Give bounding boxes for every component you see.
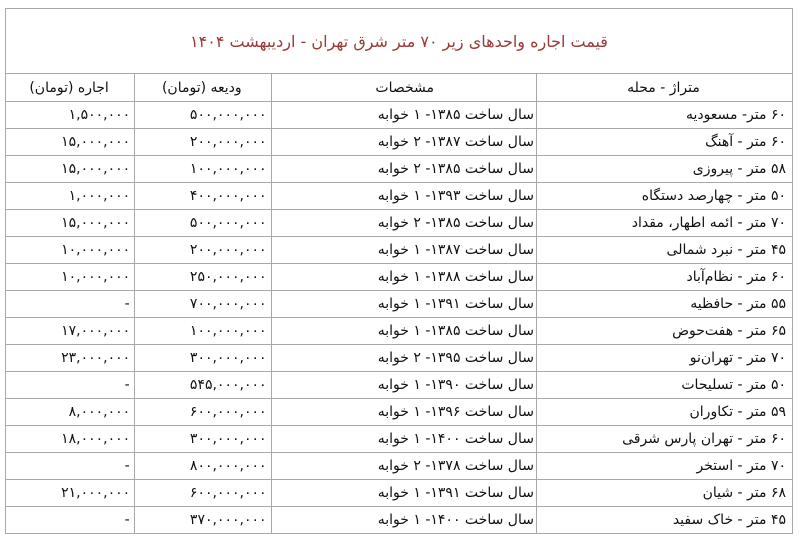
cell-rent (6, 453, 135, 480)
cell-location: ۵۰ متر - چهارصد دستگاه (536, 183, 792, 210)
cell-rent (6, 426, 135, 453)
cell-specs: سال ساخت ۱۳۷۸- ۲ خوابه (271, 453, 536, 480)
cell-location: ۴۵ متر - خاک سفید (536, 507, 792, 534)
table-row (6, 129, 793, 156)
deposit-value: ۲۰۰,۰۰۰,۰۰۰ (189, 242, 267, 258)
cell-specs: سال ساخت ۱۳۹۱- ۱ خوابه (271, 291, 536, 318)
cell-deposit (135, 210, 271, 237)
rent-value: - (124, 512, 131, 528)
deposit-value: ۶۰۰,۰۰۰,۰۰۰ (189, 404, 267, 420)
cell-specs: سال ساخت ۱۳۸۸- ۱ خوابه (271, 264, 536, 291)
cell-rent (6, 507, 135, 534)
rent-value: ۱۰,۰۰۰,۰۰۰ (61, 269, 131, 285)
cell-location: ۵۹ متر - تکاوران (536, 399, 792, 426)
cell-deposit (135, 345, 271, 372)
cell-rent (6, 372, 135, 399)
rent-value: ۲۱,۰۰۰,۰۰۰ (61, 485, 131, 501)
cell-location: ۶۰ متر- مسعودیه (536, 102, 792, 129)
table-row (6, 291, 793, 318)
deposit-value: ۱۰۰,۰۰۰,۰۰۰ (189, 323, 267, 339)
cell-specs: سال ساخت ۱۳۸۵- ۱ خوابه (271, 102, 536, 129)
cell-rent (6, 210, 135, 237)
cell-specs: سال ساخت ۱۳۸۵- ۱ خوابه (271, 318, 536, 345)
cell-location: ۶۰ متر - آهنگ (536, 129, 792, 156)
rent-value: ۸,۰۰۰,۰۰۰ (68, 404, 131, 420)
cell-location: ۵۸ متر - پیروزی (536, 156, 792, 183)
cell-location: ۷۰ متر - تهران‌نو (536, 345, 792, 372)
cell-location: ۶۰ متر - نظام‌آباد (536, 264, 792, 291)
cell-location: ۵۵ متر - حافظیه (536, 291, 792, 318)
cell-deposit (135, 480, 271, 507)
deposit-value: ۱۰۰,۰۰۰,۰۰۰ (189, 161, 267, 177)
cell-deposit (135, 264, 271, 291)
table-row (6, 156, 793, 183)
deposit-value: ۲۰۰,۰۰۰,۰۰۰ (189, 134, 267, 150)
rent-value: - (124, 296, 131, 312)
cell-location: ۶۵ متر - هفت‌حوض (536, 318, 792, 345)
cell-rent (6, 318, 135, 345)
cell-deposit (135, 453, 271, 480)
cell-deposit (135, 399, 271, 426)
table-row (6, 183, 793, 210)
cell-specs: سال ساخت ۱۳۹۰- ۱ خوابه (271, 372, 536, 399)
cell-specs: سال ساخت ۱۳۹۱- ۱ خوابه (271, 480, 536, 507)
rent-value: ۲۳,۰۰۰,۰۰۰ (61, 350, 131, 366)
cell-deposit (135, 318, 271, 345)
deposit-value: ۶۰۰,۰۰۰,۰۰۰ (189, 485, 267, 501)
cell-specs: سال ساخت ۱۳۸۵- ۲ خوابه (271, 210, 536, 237)
deposit-value: ۵۴۵,۰۰۰,۰۰۰ (189, 377, 267, 393)
cell-rent (6, 156, 135, 183)
cell-rent (6, 480, 135, 507)
cell-deposit (135, 102, 271, 129)
header-specs: مشخصات (271, 74, 536, 102)
deposit-value: ۵۰۰,۰۰۰,۰۰۰ (189, 215, 267, 231)
rent-value: ۱,۵۰۰,۰۰۰ (68, 107, 131, 123)
table-row (6, 399, 793, 426)
cell-specs: سال ساخت ۱۳۹۳- ۱ خوابه (271, 183, 536, 210)
table-row (6, 480, 793, 507)
table-row (6, 318, 793, 345)
rent-value: ۱,۰۰۰,۰۰۰ (68, 188, 131, 204)
rent-value: ۱۸,۰۰۰,۰۰۰ (61, 431, 131, 447)
deposit-value: ۴۰۰,۰۰۰,۰۰۰ (189, 188, 267, 204)
cell-specs: سال ساخت ۱۴۰۰- ۱ خوابه (271, 426, 536, 453)
cell-rent (6, 291, 135, 318)
table-title: قیمت اجاره واحدهای زیر ۷۰ متر شرق تهران - اردیبهشت ۱۴۰۴ (6, 9, 793, 74)
table-row (6, 345, 793, 372)
rent-value: - (124, 377, 131, 393)
cell-specs: سال ساخت ۱۳۸۷- ۱ خوابه (271, 237, 536, 264)
deposit-value: ۳۰۰,۰۰۰,۰۰۰ (189, 350, 267, 366)
cell-rent (6, 183, 135, 210)
cell-rent (6, 129, 135, 156)
table-row (6, 426, 793, 453)
cell-deposit (135, 156, 271, 183)
header-location: متراژ - محله (536, 74, 792, 102)
rent-price-table (5, 8, 793, 534)
table-row (6, 210, 793, 237)
cell-specs: سال ساخت ۱۳۹۶- ۱ خوابه (271, 399, 536, 426)
header-row (6, 74, 793, 102)
rent-value: - (124, 458, 131, 474)
table-row (6, 453, 793, 480)
table-row (6, 372, 793, 399)
cell-deposit (135, 291, 271, 318)
cell-rent (6, 102, 135, 129)
cell-location: ۶۰ متر - تهران پارس شرقی (536, 426, 792, 453)
rent-price-table-container (5, 8, 793, 534)
cell-deposit (135, 507, 271, 534)
deposit-value: ۸۰۰,۰۰۰,۰۰۰ (189, 458, 267, 474)
deposit-value: ۳۰۰,۰۰۰,۰۰۰ (189, 431, 267, 447)
rent-value: ۱۵,۰۰۰,۰۰۰ (61, 134, 131, 150)
table-row (6, 264, 793, 291)
cell-deposit (135, 372, 271, 399)
cell-location: ۷۰ متر - استخر (536, 453, 792, 480)
cell-rent (6, 264, 135, 291)
header-rent: اجاره (تومان) (6, 74, 135, 102)
cell-specs: سال ساخت ۱۴۰۰- ۱ خوابه (271, 507, 536, 534)
rent-value: ۱۰,۰۰۰,۰۰۰ (61, 242, 131, 258)
table-row (6, 237, 793, 264)
cell-location: ۷۰ متر - ائمه اطهار، مقداد (536, 210, 792, 237)
deposit-value: ۵۰۰,۰۰۰,۰۰۰ (189, 107, 267, 123)
cell-location: ۶۸ متر - شیان (536, 480, 792, 507)
cell-deposit (135, 183, 271, 210)
cell-deposit (135, 426, 271, 453)
deposit-value: ۷۰۰,۰۰۰,۰۰۰ (189, 296, 267, 312)
cell-specs: سال ساخت ۱۳۹۵- ۲ خوابه (271, 345, 536, 372)
cell-specs: سال ساخت ۱۳۸۷- ۲ خوابه (271, 129, 536, 156)
table-row (6, 507, 793, 534)
rent-value: ۱۷,۰۰۰,۰۰۰ (61, 323, 131, 339)
rent-value: ۱۵,۰۰۰,۰۰۰ (61, 215, 131, 231)
cell-deposit (135, 237, 271, 264)
cell-rent (6, 237, 135, 264)
cell-rent (6, 345, 135, 372)
cell-location: ۴۵ متر - نبرد شمالی (536, 237, 792, 264)
deposit-value: ۳۷۰,۰۰۰,۰۰۰ (189, 512, 267, 528)
table-row (6, 102, 793, 129)
cell-specs: سال ساخت ۱۳۸۵- ۲ خوابه (271, 156, 536, 183)
header-deposit: ودیعه (تومان) (135, 74, 271, 102)
rent-value: ۱۵,۰۰۰,۰۰۰ (61, 161, 131, 177)
cell-deposit (135, 129, 271, 156)
cell-location: ۵۰ متر - تسلیحات (536, 372, 792, 399)
deposit-value: ۲۵۰,۰۰۰,۰۰۰ (189, 269, 267, 285)
cell-rent (6, 399, 135, 426)
